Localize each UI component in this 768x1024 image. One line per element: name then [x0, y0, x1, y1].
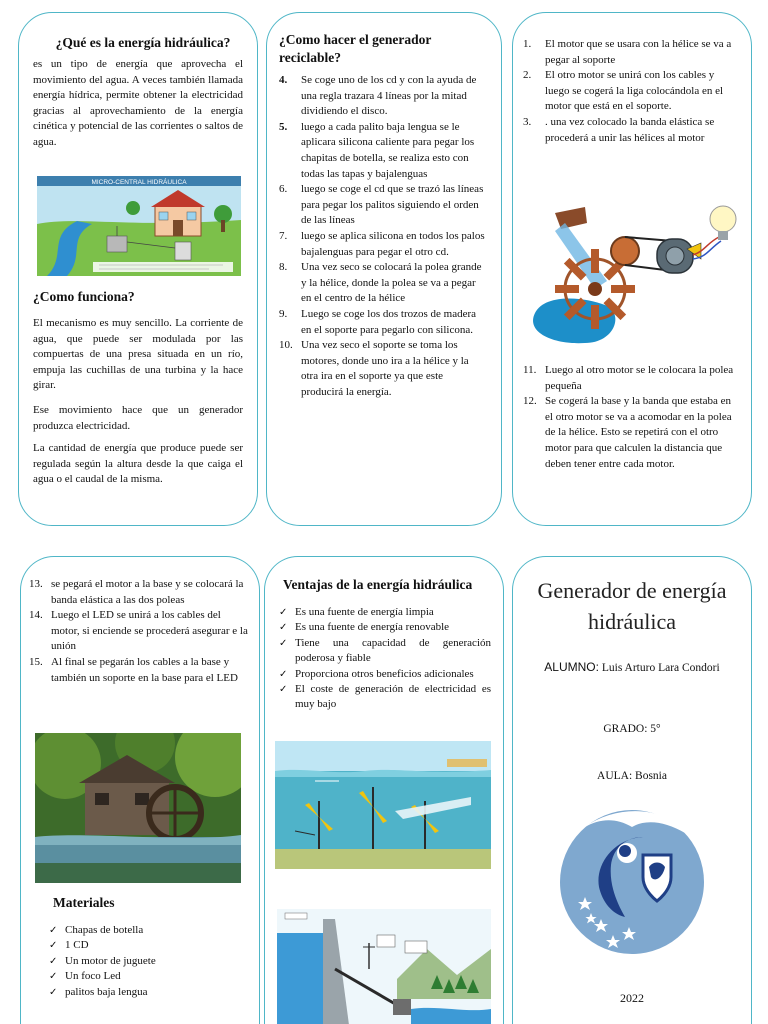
step-text: El otro motor se unirá con los cables y luego se cogerá la liga colocándola en el motor que está en el soporte. — [545, 69, 724, 113]
panel-steps-continued — [512, 12, 752, 526]
advantage-text: El coste de generación de electricidad es muy bajo — [295, 683, 491, 711]
step-text: Una vez seco el soporte se toma los motores, donde uno ira a la hélice y la otra ira en el soporte ya que este producirá la energía. — [301, 339, 469, 398]
how-para-3: La cantidad de energía que produce puede ser regulada según la altura desde la que caiga el agua o el caudal de la misma. — [33, 442, 243, 486]
material-text: Chapas de botella — [65, 924, 144, 936]
list-item — [271, 307, 485, 338]
check-icon: ✓ — [49, 940, 58, 952]
step-number: 9. — [279, 307, 288, 320]
list-item — [515, 68, 737, 115]
how-heading: ¿Como funciona? — [33, 289, 135, 304]
student-label: ALUMNO: — [544, 660, 599, 674]
what-is-heading: ¿Qué es la energía hidráulica? — [55, 35, 231, 50]
panel-advantages — [264, 556, 504, 1024]
waterwheel-generator-illustration — [525, 193, 741, 353]
list-item — [271, 182, 485, 229]
list-item — [515, 363, 737, 394]
check-icon: ✓ — [279, 684, 288, 696]
list-item — [271, 229, 485, 260]
classroom-text: AULA: Bosnia — [597, 770, 667, 782]
step-text: se pegará el motor a la base y se colocará la banda elástica a las dos poleas — [51, 578, 244, 606]
material-text: palitos baja lengua — [65, 985, 148, 998]
list-item — [49, 985, 239, 1000]
check-icon: ✓ — [279, 622, 288, 634]
list-item — [271, 260, 485, 307]
dam-diagram-illustration — [277, 909, 491, 1024]
step-text: . una vez colocado la banda elástica se procederá a unir las hélices al motor — [545, 115, 715, 144]
step-number: 4. — [279, 74, 288, 86]
step-text: El motor que se usara con la hélice se va a pegar al soporte — [545, 38, 732, 66]
check-icon: ✓ — [279, 668, 288, 680]
materials-heading: Materiales — [53, 895, 115, 910]
steps-list-11-12 — [515, 363, 737, 472]
check-icon: ✓ — [49, 971, 58, 983]
list-item — [279, 667, 491, 682]
step-text: Una vez seco se colocará la polea grande y la hélice, donde la polea se va a pegar en el centro de la hélice — [301, 261, 482, 305]
student-name: Luis Arturo Lara Condori — [601, 662, 720, 674]
material-text: 1 CD — [65, 939, 89, 952]
step-text: Luego el LED se unirá a los cables del motor, si enciende se procederá asegurar e la unión — [51, 609, 248, 653]
check-icon: ✓ — [279, 637, 288, 649]
steps-list-1-3 — [515, 37, 737, 146]
step-text: Luego se coge los dos trozos de madera en el soporte para pegarlo con silicona. — [301, 307, 477, 336]
list-item — [279, 636, 491, 667]
step-number: 3. — [523, 115, 532, 128]
step-number: 14. — [29, 609, 43, 622]
step-text: Se cogerá la base y la banda que estaba en el otro motor se va a acomodar en la polea de la hélice. Esto se repetirá con el otro motor para que calculen la distancia que deben tener entre cada motor. — [545, 395, 732, 470]
student-line — [523, 659, 741, 676]
advantage-text: Tiene una capacidad de generación poderosa y fiable — [295, 636, 491, 665]
advantage-text: Es una fuente de energía renovable — [295, 621, 450, 634]
micro-central-figure — [37, 176, 241, 276]
panel-what-is — [18, 12, 258, 526]
step-number: 15. — [29, 655, 43, 668]
list-item — [279, 605, 491, 620]
step-number: 11. — [523, 364, 537, 376]
steps-list-13-15 — [21, 577, 249, 686]
step-number: 8. — [279, 261, 288, 274]
step-text: luego a cada palito baja lengua se le aplicara silicona caliente para pegar los chapitas de botella, se realiza esto con todas las tapas y bajalenguas — [301, 120, 475, 180]
what-is-intro: es un tipo de energía que aprovecha el movimiento del agua. A veces también llamada energía hídrica, permite obtener la electricidad gracias al aprovechamiento de la energía cinética y potencial de las corrientes o saltos de agua. — [33, 58, 243, 148]
list-item — [515, 394, 737, 472]
list-item — [49, 954, 239, 969]
how-para-2: Ese movimiento hace que un generador produzca electricidad. — [33, 404, 243, 432]
check-icon: ✓ — [279, 607, 288, 618]
list-item — [21, 608, 249, 655]
step-number: 1. — [523, 38, 532, 50]
advantage-text: Es una fuente de energía limpia — [295, 606, 434, 618]
material-text: Un motor de juguete — [65, 954, 156, 967]
material-text: Un foco Led — [65, 970, 121, 983]
step-number: 6. — [279, 183, 288, 196]
advantages-list — [279, 605, 491, 713]
step-text: luego se aplica silicona en todos los palos bajalenguas para pegar el otro cd. — [301, 229, 485, 258]
list-item — [21, 655, 249, 686]
step-number: 5. — [279, 120, 288, 133]
check-icon: ✓ — [49, 925, 58, 936]
panel-final-steps — [20, 556, 260, 1024]
list-item — [271, 120, 485, 182]
list-item — [49, 969, 239, 984]
watermill-photo — [35, 733, 241, 883]
year-text: 2022 — [620, 991, 644, 1005]
list-item — [515, 37, 737, 68]
list-item — [279, 620, 491, 635]
figure-title: MICRO-CENTRAL HIDRÁULICA — [91, 179, 187, 186]
list-item — [271, 73, 485, 120]
grade-text: GRADO: 5° — [603, 723, 661, 735]
step-number: 2. — [523, 69, 532, 82]
step-text: Se coge uno de los cd y con la ayuda de una regla trazara 4 líneas por la mitad dividiendo el disco. — [301, 74, 477, 118]
step-text: Al final se pegarán los cables a la base y también un soporte en la base para el LED — [51, 655, 238, 684]
school-logo — [555, 807, 709, 957]
list-item — [49, 923, 239, 938]
step-number: 10. — [279, 339, 293, 352]
step-number: 7. — [279, 229, 288, 242]
step-text: luego se coge el cd que se trazó las líneas para pegar los palitos siguiendo el orden de las líneas — [301, 183, 484, 227]
step-number: 12. — [523, 395, 537, 408]
step-number: 13. — [29, 578, 43, 590]
list-item — [21, 577, 249, 608]
panel-cover — [512, 556, 752, 1024]
list-item — [49, 938, 239, 953]
list-item — [515, 115, 737, 146]
how-to-heading: ¿Como hacer el generador reciclable? — [279, 32, 432, 65]
step-text: Luego al otro motor se le colocara la polea pequeña — [545, 364, 734, 392]
cover-title: Generador de energía hidráulica — [537, 578, 727, 634]
steps-list-4-10 — [271, 73, 485, 400]
list-item — [279, 682, 491, 713]
materials-list — [49, 923, 239, 1000]
tidal-turbines-illustration — [275, 741, 491, 869]
check-icon: ✓ — [49, 986, 58, 998]
advantages-heading: Ventajas de la energía hidráulica — [283, 577, 473, 592]
how-para-1: El mecanismo es muy sencillo. La corriente de agua, que puede ser modulada por las compuertas de una presa situada en un río, empuja las cuchillas de una turbina y la hace girar. — [33, 317, 243, 392]
advantage-text: Proporciona otros beneficios adicionales — [295, 667, 474, 680]
panel-how-to-make — [266, 12, 502, 526]
list-item — [271, 338, 485, 400]
check-icon: ✓ — [49, 955, 58, 967]
